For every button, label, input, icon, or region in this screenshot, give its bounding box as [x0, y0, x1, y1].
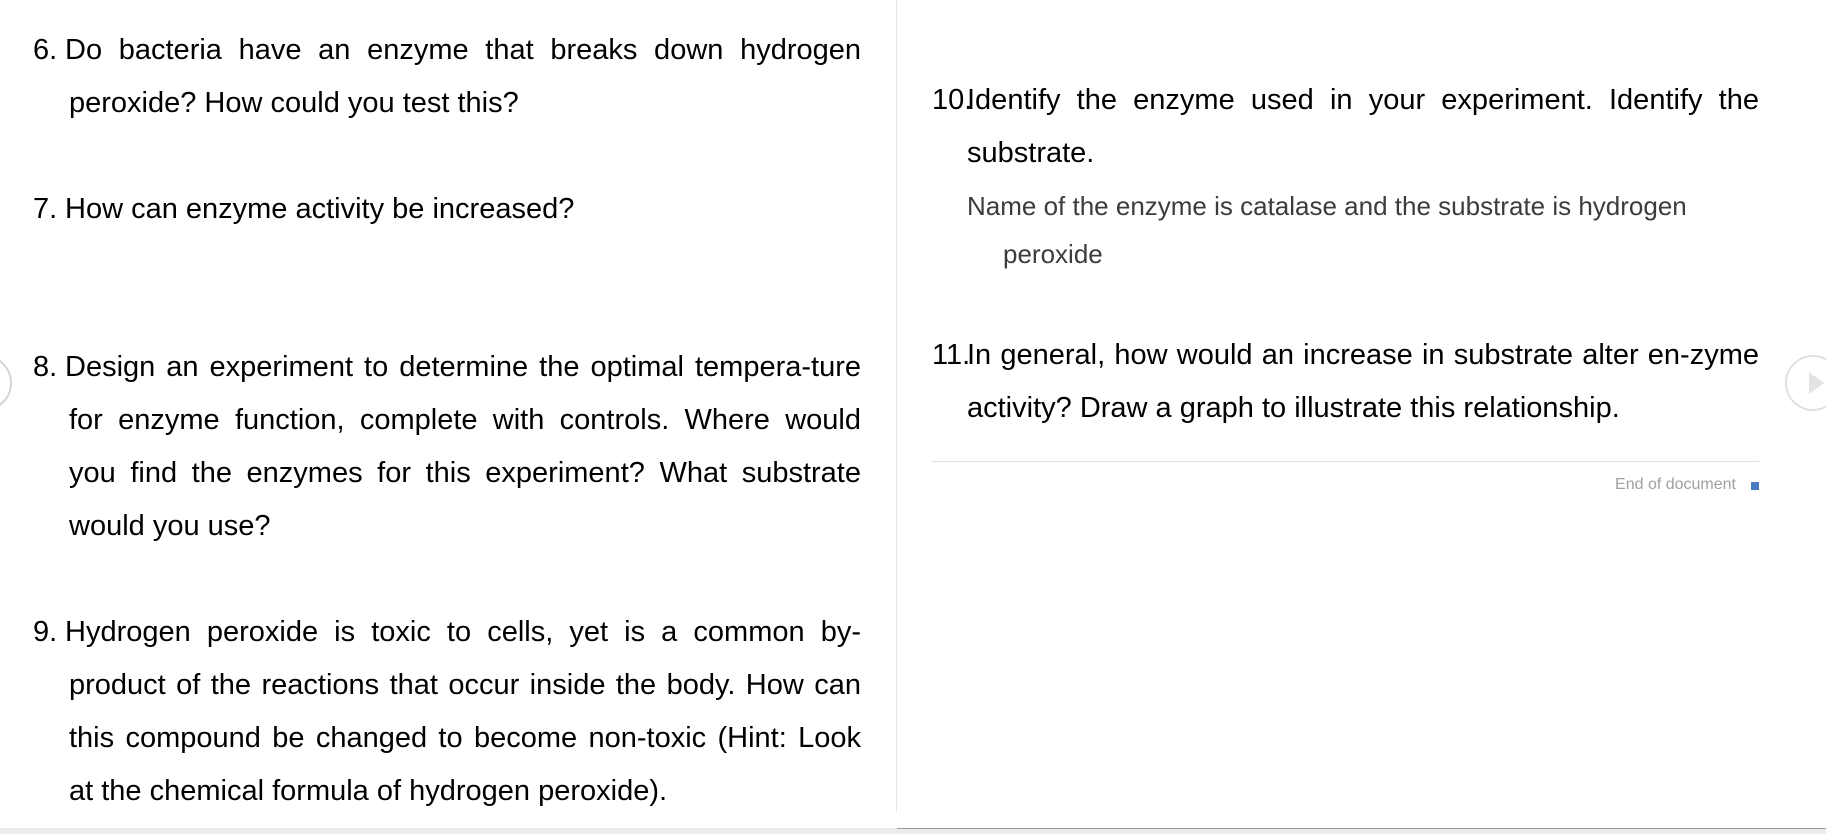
question-text: Design an experiment to determine the optimal tempera-ture for enzyme function, complete with controls. Where would you find the enzymes for this experiment? What substrate would you use?	[65, 351, 861, 542]
answer-line-continued: peroxide	[1003, 239, 1103, 269]
play-icon	[1809, 372, 1824, 394]
answer-10[interactable]	[967, 182, 1759, 278]
question-8	[33, 341, 861, 553]
end-of-document-divider	[931, 461, 1759, 462]
question-11	[932, 329, 1759, 435]
question-number: 7.	[33, 193, 58, 225]
end-marker-icon	[1751, 482, 1759, 490]
question-10	[932, 74, 1759, 180]
question-number: 10.	[932, 84, 973, 116]
end-of-document-label: End of document	[1615, 476, 1736, 493]
question-text: How can enzyme activity be increased?	[65, 193, 575, 225]
question-6	[33, 24, 861, 130]
question-number: 9.	[33, 616, 58, 648]
answer-line: Name of the enzyme is catalase and the substrate is hydrogen	[967, 191, 1687, 221]
question-7	[33, 183, 861, 236]
question-9	[33, 606, 861, 818]
question-number: 6.	[33, 34, 58, 66]
question-text: In general, how would an increase in substrate alter en-zyme activity? Draw a graph to illustrate this relationship.	[967, 339, 1759, 424]
question-text: Hydrogen peroxide is toxic to cells, yet is a common by-product of the reactions that occur inside the body. How can this compound be changed to become non-toxic (Hint: Look at the chemical formula of hydrogen peroxide).	[65, 616, 861, 807]
question-number: 11.	[932, 339, 971, 371]
bottom-border	[897, 828, 1826, 829]
question-text: Identify the enzyme used in your experiment. Identify the substrate.	[967, 84, 1759, 169]
question-text: Do bacteria have an enzyme that breaks down hydrogen peroxide? How could you test this?	[65, 34, 861, 119]
question-number: 8.	[33, 351, 58, 383]
